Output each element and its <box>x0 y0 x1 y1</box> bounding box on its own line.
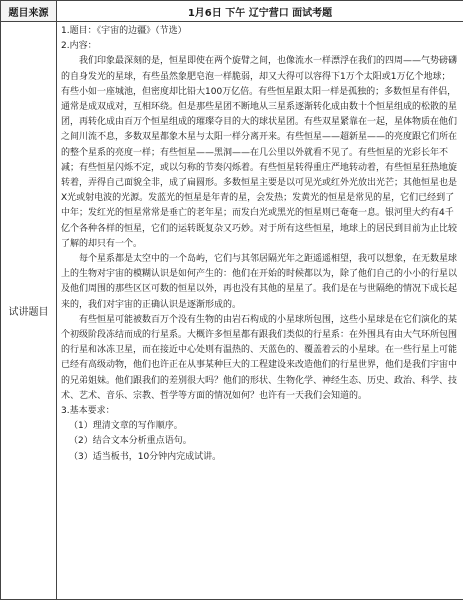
passage-paragraph-2: 每个星系都是太空中的一个岛屿，它们与其邻居隔光年之距遥遥相望，我可以想象，在无数星球上的生物对宇宙的模糊认识是如何产生的：他们在开始的时候都以为，除了他们自己的小小的行星以及他们周围的那些区区可数的恒星以外，再也没有其他的星星了。我们是在与世隔绝的情况下成长起来的，我们对宇宙的正确认识是逐渐形成的。 <box>61 254 458 310</box>
source-info: 1月6日 下午 辽宁营口 面试考题 <box>57 1 463 22</box>
header-row <box>1 1 463 22</box>
content-heading: 2.内容： <box>61 41 97 52</box>
source-label: 题目来源 <box>1 1 57 22</box>
requirements-heading: 3.基本要求： <box>61 406 115 417</box>
topic-label: 试讲题目 <box>1 22 57 600</box>
passage-paragraph-3: 有些恒星可能被数百万个没有生物的由岩石构成的小星球所包围，这些小星球是在它们演化的某个初级阶段冻结而成的行星系。大概许多恒星都有跟我们类似的行星系：在外围具有由大气环所包围的行星和冰冻卫星，而在接近中心处则有温热的、天蓝色的、覆盖着云的小星球。在一些行星上可能已经有高级动物，他们也许正在从事某种巨大的工程建设来改造他们的行星世界，他们是我们宇宙中的兄弟姐妹。他们跟我们的差别很大吗？他们的形状、生物化学、神经生态、历史、政治、科学、技术、艺术、音乐、宗教、哲学等方面的情况如何？也许有一天我们会知道的。 <box>61 314 458 401</box>
passage-paragraph-1: 我们印象最深刻的是，恒星即使在两个旋臂之间，也像流水一样漂浮在我们的四周——气势磅礴的自身发光的星球，有些虽然象肥皂泡一样脆弱，却又大得可以容得下1万个太阳或1万亿个地球；有些小如一座城池，但密度却比铅大100万亿倍。有些恒星跟太阳一样是孤独的；多数恒星有伴侣，通常是成双成对，互相环绕。但是那些星团不断地从三星系逐渐转化成由数十个恒星组成的松散的星团，再转化成由百万个恒星组成的璀璨夺目的大的球状星团。有些双星紧靠在一起，星体物质在他们之间川流不息，多数双星都象木星与太阳一样分离开来。有些恒星——超新星——的亮度跟它们所在的整个星系的亮度一样；有些恒星——黑洞——在几公里以外就看不见了。有些恒星的光彩长年不减；有些恒星闪烁不定，或以匀称的节奏闪烁着。有些恒星转得重庄严地转动着，有些恒星狂热地旋转着，弄得自己面貌全非，成了扁圆形。多数恒星主要是以可见光或红外光放出光芒；其他恒星也是X光或射电波的光源。发蓝光的恒星是年青的星，会发热；发黄光的恒星是常见的星，它们已经到了中年；发红光的恒星常常是垂亡的老年星；而发白光或黑光的恒星则已奄奄一息。银河里大约有4千亿个各种各样的恒星，它们的运转既复杂又巧妙。对于所有这些恒星，地球上的居民到目前为止比较了解的却只有一个。 <box>61 56 458 249</box>
requirement-item-2: （2）结合文本分析重点语句。 <box>69 436 192 447</box>
requirement-item-3: （3）适当板书，10分钟内完成试讲。 <box>69 451 222 462</box>
question-content <box>57 22 463 600</box>
requirement-item-1: （1）理清文章的写作顺序。 <box>69 421 183 432</box>
question-title: 1.题目：《宇宙的边疆》（节选） <box>61 26 187 36</box>
content-row <box>1 22 463 600</box>
